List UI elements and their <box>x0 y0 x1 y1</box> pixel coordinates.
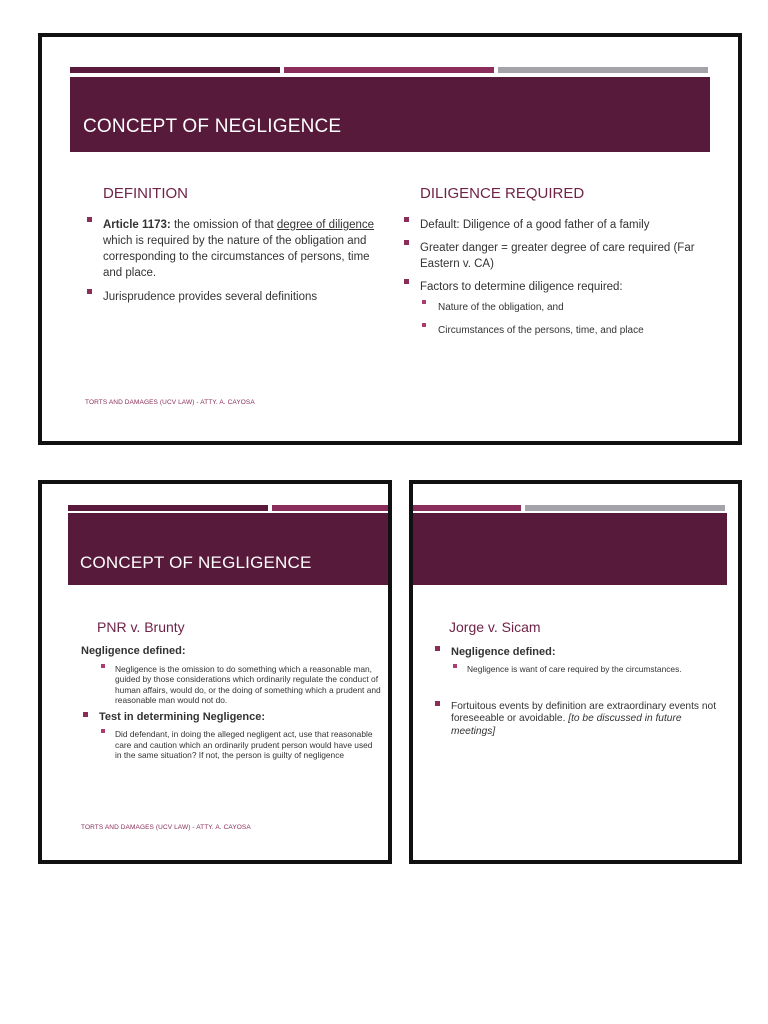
stripe-dark <box>70 67 280 73</box>
list-item: Article 1173: the omission of that degree of diligence which is required by the nature of the obligation and corresponding to the circumstances of persons, time and place. <box>85 217 375 281</box>
heading-negligence-defined: Negligence defined: <box>433 646 723 658</box>
footer: TORTS AND DAMAGES (UCV LAW) - ATTY. A. CAYOSA <box>85 399 255 406</box>
stripe-mid <box>272 505 392 511</box>
case-body <box>81 646 381 761</box>
list-item: Fortuitous events by definition are extraordinary events not foreseeable or avoidable. [to be discussed in future meetings] <box>433 701 723 739</box>
slide-title: CONCEPT OF NEGLIGENCE <box>83 116 342 137</box>
definition-list <box>85 217 375 305</box>
list-item: Jurisprudence provides several definitions <box>85 289 375 305</box>
sub-list-item: Circumstances of the persons, time, and place <box>402 323 702 339</box>
footer: TORTS AND DAMAGES (UCV LAW) - ATTY. A. CAYOSA <box>81 824 251 831</box>
case-body <box>433 646 723 738</box>
accent-stripes <box>68 505 392 511</box>
sub-list-item: Nature of the obligation, and <box>402 300 702 316</box>
sub-list-item: Negligence is want of care required by the circumstances. <box>433 664 723 675</box>
list-item: Greater danger = greater degree of care required (Far Eastern v. CA) <box>402 240 702 272</box>
title-band <box>413 513 727 585</box>
heading-test: Test in determining Negligence: <box>81 712 381 724</box>
italic-note: [to be discussed in future meetings] <box>451 713 682 737</box>
article-label: Article 1173: <box>103 219 171 231</box>
list-item: Default: Diligence of a good father of a family <box>402 217 702 233</box>
sub-list-item: Did defendant, in doing the alleged negligent act, use that reasonable care and caution which an ordinarily prudent person would have used in the same situation? If not, the person is guilty of negligence <box>81 729 381 761</box>
heading-negligence-defined: Negligence defined: <box>81 645 186 657</box>
accent-stripes <box>70 67 708 73</box>
slide-1 <box>38 33 742 445</box>
stripe-dark <box>68 505 268 511</box>
slide-title: CONCEPT OF NEGLIGENCE <box>80 553 312 572</box>
title-band <box>70 77 710 152</box>
accent-stripes <box>413 505 725 511</box>
title-band <box>68 513 392 585</box>
slide-2 <box>38 480 392 864</box>
stripe-mid <box>413 505 521 511</box>
stripe-gray <box>525 505 725 511</box>
case-title: Jorge v. Sicam <box>449 619 541 635</box>
list-item: Factors to determine diligence required: <box>402 279 702 295</box>
diligence-heading: DILIGENCE REQUIRED <box>420 185 585 202</box>
diligence-list <box>402 217 702 339</box>
definition-heading: DEFINITION <box>103 185 188 202</box>
case-title: PNR v. Brunty <box>97 619 185 635</box>
stripe-mid <box>284 67 494 73</box>
stripe-gray <box>498 67 708 73</box>
underlined-term: degree of diligence <box>276 219 375 231</box>
sub-list-item: Negligence is the omission to do something which a reasonable man, guided by those considerations which ordinarily regulate the conduct of human affairs, would do, or the doing of something which a prudent and reasonable man would not do. <box>81 664 381 706</box>
slide-3 <box>409 480 742 864</box>
